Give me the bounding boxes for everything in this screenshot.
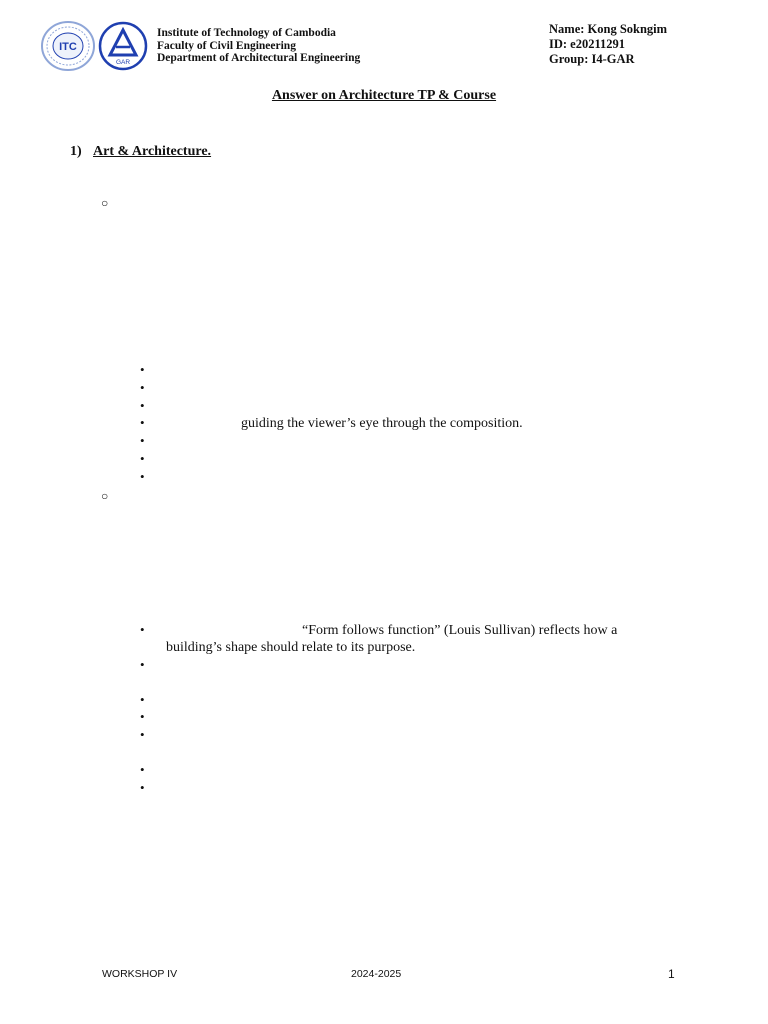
- list-bullet: •: [140, 433, 145, 448]
- circle-bullet-1: ○: [101, 196, 109, 210]
- list-bullet: •: [140, 398, 145, 413]
- section-number: 1): [70, 144, 82, 159]
- form-follows-function-line-2: building’s shape should relate to its purpose.: [166, 640, 416, 655]
- list-bullet: •: [140, 469, 145, 484]
- department-name: Department of Architectural Engineering: [157, 52, 361, 64]
- footer-course: WORKSHOP IV: [102, 968, 178, 980]
- institution-name: Institute of Technology of Cambodia: [157, 27, 336, 39]
- footer-year: 2024-2025: [351, 968, 402, 980]
- page-number: 1: [668, 967, 675, 981]
- student-info: [549, 22, 667, 67]
- circle-bullet-2: ○: [101, 489, 109, 503]
- list-bullet: •: [140, 657, 145, 672]
- gar-logo: [98, 21, 148, 71]
- student-group: Group: I4-GAR: [549, 52, 635, 66]
- itc-logo: [41, 21, 95, 71]
- list-bullet: •: [140, 362, 145, 377]
- student-id: ID: e20211291: [549, 37, 626, 51]
- gar-logo-text: GAR: [115, 59, 131, 66]
- list-bullet: •: [140, 415, 145, 430]
- list-bullet: •: [140, 692, 145, 707]
- form-follows-function-line-1: “Form follows function” (Louis Sullivan) reflects how a: [302, 623, 618, 638]
- list-bullet: •: [140, 727, 145, 742]
- list-bullet: •: [140, 622, 145, 637]
- itc-logo-text: ITC: [59, 41, 77, 53]
- composition-line: guiding the viewer’s eye through the composition.: [241, 416, 523, 431]
- list-bullet: •: [140, 451, 145, 466]
- list-bullet: •: [140, 762, 145, 777]
- section-title: Art & Architecture.: [93, 144, 212, 159]
- list-bullet: •: [140, 780, 145, 795]
- institution-block: [157, 27, 360, 65]
- faculty-name: Faculty of Civil Engineering: [157, 39, 296, 52]
- student-name: Name: Kong Sokngim: [549, 22, 668, 36]
- list-bullet: •: [140, 709, 145, 724]
- page-title: Answer on Architecture TP & Course: [271, 88, 497, 103]
- list-bullet: •: [140, 380, 145, 395]
